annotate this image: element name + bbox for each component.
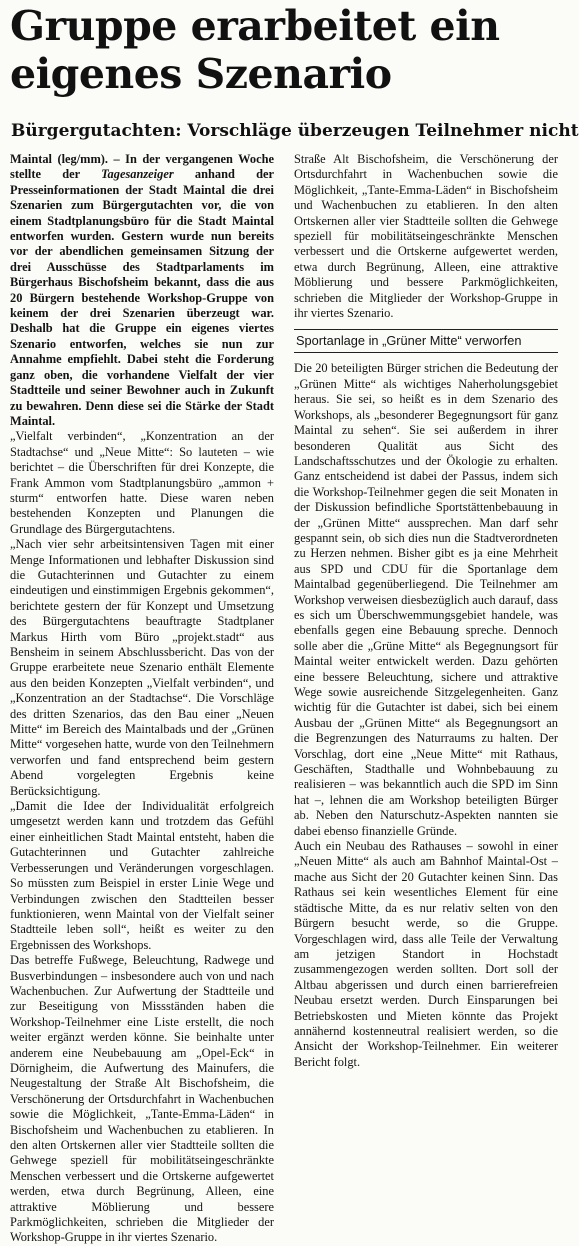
- body-paragraph-6: Auch ein Neubau des Rathauses – sowohl in einer „Neuen Mitte“ als auch am Bahnhof Maintal-Ost – mache aus Sicht der 20 Gutachter keinen Sinn. Das Rathaus sei kein wesentliches Element für eine städtische Mitte, da es nur relativ selten von den Bürgern besucht werde, so die Gruppe. Vorgeschlagen wird, dass alle Teile der Verwaltung am jetzigen Standort in Hochstadt zusammengezogen werden sollten. Dort soll der Altbau abgerissen und durch einen barrierefreien Neubau ersetzt werden. Durch Einsparungen bei Betriebskosten und Mieten könnte das Projekt annähernd kostenneutral realisiert werden, so die Ansicht der Workshop-Teilnehmer. Ein weiterer Bericht folgt.: [294, 839, 558, 1069]
- body-paragraph-3: „Damit die Idee der Individualität erfolgreich umgesetzt werden kann und trotzdem das Gefühl einer einheitlichen Stadt Maintal entsteht, haben die Gutachterinnen und Gutachter zahlreiche Verbesserungen und Veränderungen vorgeschlagen. So müssten zum Beispiel in erster Linie Wege und Verbindungen zwischen den Stadtteilen besser funktionieren, wenn Maintal von der Vielfalt seiner Stadtteile leben soll“, heißt es weiter zu den Ergebnissen des Workshops.: [10, 799, 274, 952]
- body-paragraph-4-continued: Straße Alt Bischofsheim, die Verschönerung der Ortsdurchfahrt in Wachenbuchen sowie die Möglichkeit, „Tante-Emma-Läden“ in Bischofsheim und Wachenbuchen zu etablieren. In den alten Ortskernen aller vier Stadtteile sollten die Gehwege speziell für mobilitätseingeschränkte Menschen verbessert und die Ortskerne aufgewertet werden, etwa durch Begrünung, Alleen, eine attraktive Möblierung und bessere Parkmöglichkeiten, schrieben die Mitglieder der Workshop-Gruppe in ihr viertes Szenario.: [294, 152, 558, 321]
- lead-text-start: – In der vergangenen Woche stellte der: [10, 152, 274, 182]
- headline: Gruppe erarbeitet ein eigenes Szenario: [10, 2, 500, 98]
- lead-text-rest: anhand der Presseinformationen der Stadt Maintal die drei Szenarien zum Bürgergutachten vor, die von einem Stadtplanungsbüro für die Stadt Maintal entworfen wurden. Gestern wurde nun bereits vor der abendlichen gemeinsamen Sitzung der drei Ausschüsse des Stadtparlaments im Bürgerhaus Bischofsheim bekannt, dass die aus 20 Bürgern bestehende Workshop-Gruppe von keinem der drei Szenarien überzeugt war. Deshalb hat die Gruppe ein eigenes viertes Szenario entworfen, welches sie nun zur Annahme empfiehlt. Dabei steht die Forderung ganz oben, die vorhandene Vielfalt der vier Stadtteile und seiner Bewohner auch in Zukunft zu bewahren. Denn diese sei die Stärke der Stadt Maintal.: [10, 167, 274, 428]
- article-column-left: [10, 152, 274, 1245]
- intertitle: Sportanlage in „Grüner Mitte“ verworfen: [296, 333, 522, 349]
- body-paragraph-4-start: Das betreffe Fußwege, Beleuchtung, Radwege und Busverbindungen – insbesondere auch von und nach Wachenbuchen. Zur Aufwertung der Stadtteile und zur Beseitigung von Missständen haben die Workshop-Teilnehmer eine Liste erstellt, die noch weiter ergänzt werden könne. Sie beinhalte unter anderem eine Neubebauung am „Opel-Eck“ in Dörnigheim, die Aufwertung des Mainufers, die Neugestaltung der Straße Alt Bischofsheim, die Verschönerung der Ortsdurchfahrt in Wachenbuchen sowie die Möglichkeit, „Tante-Emma-Läden“ in Bischofsheim und Wachenbuchen zu etablieren. In den alten Ortskernen aller vier Stadtteile sollten die Gehwege speziell für mobilitätseingeschränkte Menschen verbessert und die Ortskerne aufgewertet werden, etwa durch Begrünung, Alleen, eine attraktive Möblierung und bessere Parkmöglichkeiten, schrieben die Mitglieder der Workshop-Gruppe in ihr viertes Szenario.: [10, 953, 274, 1245]
- newspaper-name: Tagesanzeiger: [101, 167, 174, 182]
- body-paragraph-2: „Nach vier sehr arbeitsintensiven Tagen mit einer Menge Informationen und lebhafter Diskussion sind die Gutachterinnen und Gutachter zu einem eindeutigen und einstimmigen Ergebnis gekommen“, berichtete gestern der für Konzept und Umsetzung des Bürgergutachtens beauftragte Stadtplaner Markus Hirth vom Büro „projekt.stadt“ aus Bensheim in seinem Abschlussbericht. Das von der Gruppe erarbeitete neue Szenario enthält Elemente aus den beiden Konzepten „Vielfalt verbinden“, und „Konzentration an der Stadtachse“. Die Vorschläge des dritten Szenarios, das den Bau einer „Neuen Mitte“ im Bereich des Maintalbads und der „Grünen Mitte“ vorgesehen hatte, wurde von den Teilnehmern verworfen und fand entsprechend beim gestern Abend vorgelegten Ergebnis keine Berücksichtigung.: [10, 537, 274, 798]
- dateline: Maintal (leg/mm).: [10, 152, 109, 166]
- body-paragraph-1: „Vielfalt verbinden“, „Konzentration an der Stadtachse“ und „Neue Mitte“: So lauteten – wie berichtet – die Überschriften für drei Konzepte, die Frank Ammon vom Stadtplanungsbüro „ammon + sturm“ entworfen hatte. Diese waren neben bestehenden Konzepten und Planungen die Grundlage des Bürgergutachtens.: [10, 429, 274, 536]
- intertitle-box: [294, 329, 558, 353]
- lead-paragraph: [10, 152, 274, 429]
- body-paragraph-5: Die 20 beteiligten Bürger strichen die Bedeutung der „Grünen Mitte“ als wichtiges Naherholungsgebiet heraus. Sie sei, so heißt es in dem Szenario des Workshops, als „besonderer Begegnungsort für ganz Maintal zu sehen“. Sie sei außerdem in ihrer besonderen Qualität aus Sicht des Landschaftsschutzes und der Ökologie zu erhalten. Ganz entscheidend ist dabei der Passus, indem sich die Workshop-Teilnehmer gegen die seit Monaten in der Diskussion befindliche Sportstättenbebauung in der „Grünen Mitte“ aussprechen. Man darf sehr gespannt sein, ob sich dies nun die Stadtverordneten zu Herzen nehmen. Bisher gibt es ja eine Mehrheit aus SPD und CDU für die Sportanlage dem Maintalbad gegenüberliegend. Die Teilnehmer am Workshop verweisen diesbezüglich auch darauf, dass es sich um Überschwemmungsgebiet handele, was ebenfalls gegen eine Bebauung spreche. Dennoch solle aber die „Grüne Mitte“ als Begegnungsort für Maintal weiter entwickelt werden. Dazu gehörten eine bessere Beleuchtung, sichere und attraktive Wege sowie ausreichende Sitzgelegenheiten. Ganz wichtig für die Gutachter ist dabei, sich bei einem Ausbau der „Grünen Mitte“ als Begegnungsort an die Begrenzungen des Naturraums zu halten. Der Vorschlag, dort eine „Neue Mitte“ mit Rathaus, Geschäften, Stadthalle und Wohnbebauung zu realisieren – was bekanntlich auch die SPD im Sinn hat –, lehnen die am Workshop beteiligten Bürger ab. Neben den Naturschutz-Aspekten nannten sie dabei ebenso finanzielle Gründe.: [294, 361, 558, 838]
- subheadline: Bürgergutachten: Vorschläge überzeugen Teilnehmer nicht: [11, 121, 579, 141]
- article-column-right: [294, 152, 558, 1198]
